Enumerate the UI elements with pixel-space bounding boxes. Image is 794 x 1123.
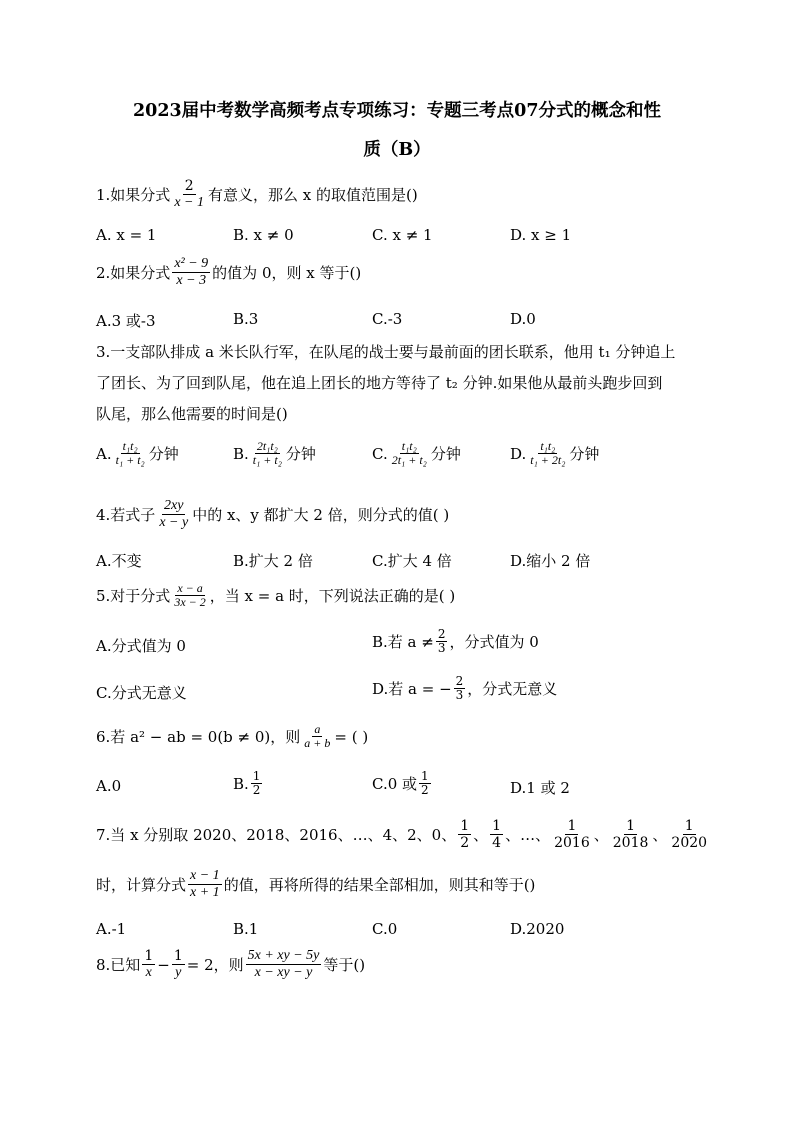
q5-b-suffix: ，分式值为 0 — [449, 633, 539, 651]
q1-option-b[interactable]: B. x ≠ 0 — [233, 226, 294, 244]
q3-a-unit: 分钟 — [148, 445, 179, 463]
q3-option-a[interactable] — [96, 440, 179, 467]
q7-frac-3-den: 2016 — [554, 835, 590, 851]
q8-frac-num: 5x + xy − 5y — [247, 948, 320, 963]
q5-fraction — [172, 582, 207, 609]
question-7-line2 — [96, 868, 535, 901]
q7-frac-5 — [669, 818, 709, 851]
q6-frac-den: a + b — [304, 736, 331, 750]
q4-suffix: 中的 x、y 都扩大 2 倍，则分式的值( ) — [192, 506, 450, 524]
q4-fraction — [157, 498, 190, 531]
q5-b-prefix: B.若 a ≠ — [372, 633, 434, 651]
q8-mid: = 2，则 — [186, 956, 244, 974]
q7-frac-1 — [458, 818, 471, 851]
question-3-line3: 队尾，那么他需要的时间是() — [96, 405, 288, 423]
q3-b-fraction — [251, 440, 284, 467]
q5-option-d[interactable] — [372, 675, 557, 702]
q3-b-den: t₁ + t₂ — [252, 453, 282, 467]
question-7-line1 — [96, 818, 711, 851]
q8-f1-num: 1 — [144, 948, 154, 964]
q5-b-fraction — [436, 628, 448, 655]
q6-c-num: 1 — [421, 769, 429, 783]
q7-frac-num: x − 1 — [190, 868, 220, 883]
q7-option-c[interactable]: C.0 — [372, 920, 398, 938]
question-2 — [96, 256, 361, 289]
question-6 — [96, 723, 368, 750]
question-4 — [96, 498, 449, 531]
q8-f2-num: 1 — [173, 948, 183, 964]
q2-option-b[interactable]: B.3 — [233, 310, 259, 328]
q1-frac-den: x − 1 — [174, 195, 204, 210]
q1-option-c[interactable]: C. x ≠ 1 — [372, 226, 433, 244]
q3-b-label: B. — [233, 444, 249, 463]
q5-d-suffix: ，分式无意义 — [467, 680, 558, 698]
q6-b-label: B. — [233, 774, 249, 793]
q3-c-den: 2t₁ + t₂ — [391, 453, 427, 467]
q3-d-num: t₁t₂ — [540, 439, 556, 453]
q8-frac-den: x − xy − y — [254, 965, 313, 980]
q7-frac-3-num: 1 — [567, 818, 577, 834]
q5-d-prefix: D.若 a = − — [372, 680, 452, 698]
q7-frac-5-den: 2020 — [671, 835, 708, 851]
q3-d-label: D. — [510, 444, 527, 463]
q7-sep: 、…、 — [505, 826, 551, 844]
q8-minus: − — [157, 955, 170, 974]
q4-option-d[interactable]: D.缩小 2 倍 — [510, 552, 591, 570]
q7-sep: 、 — [473, 826, 489, 844]
q3-option-d[interactable] — [510, 440, 599, 467]
question-5 — [96, 582, 455, 609]
q3-c-label: C. — [372, 444, 388, 463]
q7-frac-4-num: 1 — [626, 818, 636, 834]
q3-c-unit: 分钟 — [430, 445, 461, 463]
q5-frac-den: 3x − 2 — [174, 595, 206, 609]
q4-option-c[interactable]: C.扩大 4 倍 — [372, 552, 452, 570]
q7-frac-2-den: 4 — [492, 835, 502, 851]
q7-frac-4 — [611, 818, 651, 851]
q3-a-label: A. — [96, 444, 112, 463]
q7-frac-den: x + 1 — [190, 885, 220, 900]
q3-b-num: 2t₁t₂ — [256, 439, 278, 453]
q6-option-c[interactable] — [372, 770, 433, 797]
q3-c-num: t₁t₂ — [401, 439, 417, 453]
document-title-line2: 质（B） — [363, 140, 431, 160]
q1-option-a[interactable]: A. x = 1 — [96, 226, 157, 244]
q3-a-fraction — [114, 440, 147, 467]
q7-frac-4-den: 2018 — [612, 835, 649, 851]
q7-frac-2 — [490, 818, 503, 851]
document-title-line1: 2023届中考数学高频考点专项练习：专题三考点07分式的概念和性 — [132, 101, 662, 121]
q7-option-d[interactable]: D.2020 — [510, 920, 565, 938]
q7-sep: 、 — [652, 826, 668, 844]
q3-d-den: t₁ + 2t₂ — [530, 453, 566, 467]
q6-b-fraction — [251, 770, 263, 797]
q3-d-unit: 分钟 — [569, 445, 600, 463]
q2-frac-num: x² − 9 — [174, 256, 209, 271]
q7-option-b[interactable]: B.1 — [233, 920, 259, 938]
q8-prefix: 8.已知 — [96, 956, 141, 974]
q2-option-a[interactable]: A.3 或-3 — [96, 312, 156, 330]
q7-frac-2-num: 1 — [492, 818, 502, 834]
q1-suffix: 有意义，那么 x 的取值范围是() — [207, 186, 418, 204]
question-8 — [96, 948, 365, 981]
q4-prefix: 4.若式子 — [96, 506, 156, 524]
q8-f1-den: x — [145, 965, 152, 980]
q5-option-a[interactable]: A.分式值为 0 — [96, 637, 186, 655]
q6-c-fraction — [419, 770, 431, 797]
q5-option-c[interactable]: C.分式无意义 — [96, 684, 187, 702]
q2-suffix: 的值为 0，则 x 等于() — [212, 264, 362, 282]
q7-line2-suffix: 的值，再将所得的结果全部相加，则其和等于() — [223, 876, 536, 894]
q2-option-c[interactable]: C.-3 — [372, 310, 403, 328]
q6-option-d[interactable]: D.1 或 2 — [510, 779, 570, 797]
q7-line2-prefix: 时，计算分式 — [96, 876, 187, 894]
q5-b-num: 2 — [437, 627, 446, 641]
q8-fraction — [246, 948, 322, 981]
q8-frac-2 — [172, 948, 185, 981]
q2-prefix: 2.如果分式 — [96, 264, 171, 282]
q7-frac-1-den: 2 — [460, 835, 470, 851]
q4-frac-num: 2xy — [164, 498, 184, 513]
question-3-line2: 了团长、为了回到队尾，他在追上团长的地方等待了 t₂ 分钟.如果他从最前头跑步回到 — [96, 374, 663, 392]
q1-prefix: 1.如果分式 — [96, 186, 171, 204]
q5-b-den: 3 — [437, 641, 446, 655]
q3-d-fraction — [528, 440, 567, 467]
q1-option-d[interactable]: D. x ≥ 1 — [510, 226, 572, 244]
q6-frac-num: a — [314, 722, 321, 736]
q5-frac-num: x − a — [177, 581, 203, 595]
q5-d-fraction — [454, 675, 466, 702]
q2-fraction — [172, 256, 210, 289]
q6-b-den: 2 — [252, 783, 261, 797]
q1-fraction — [172, 178, 206, 211]
q7-frac-5-num: 1 — [684, 818, 694, 834]
q3-b-unit: 分钟 — [285, 445, 316, 463]
q5-suffix: ，当 x = a 时，下列说法正确的是( ) — [209, 587, 456, 605]
q4-option-a[interactable]: A.不变 — [96, 552, 142, 570]
q6-option-a[interactable]: A.0 — [96, 777, 122, 795]
q6-prefix: 6.若 a² − ab = 0(b ≠ 0)，则 — [96, 728, 301, 746]
q7-fraction — [188, 868, 222, 901]
q2-option-d[interactable]: D.0 — [510, 310, 536, 328]
question-3-line1: 3.一支部队排成 a 米长队行军，在队尾的战士要与最前面的团长联系，他用 t₁ 分钟追上 — [96, 343, 676, 361]
q5-option-b[interactable] — [372, 628, 539, 655]
q5-d-den: 3 — [455, 688, 464, 702]
q4-option-b[interactable]: B.扩大 2 倍 — [233, 552, 313, 570]
q7-frac-3 — [552, 818, 592, 851]
q6-fraction — [302, 723, 332, 750]
q5-d-num: 2 — [455, 674, 464, 688]
q3-a-den: t₁ + t₂ — [115, 453, 145, 467]
q3-option-b[interactable] — [233, 440, 316, 467]
q5-prefix: 5.对于分式 — [96, 587, 171, 605]
q6-b-num: 1 — [252, 769, 261, 783]
q8-frac-1 — [142, 948, 155, 981]
q7-sep: 、 — [593, 826, 609, 844]
q7-option-a[interactable]: A.-1 — [96, 920, 127, 938]
question-1 — [96, 178, 418, 211]
q7-prefix: 7.当 x 分别取 2020、2018、2016、…、4、2、0、 — [96, 826, 457, 844]
q8-f2-den: y — [175, 965, 182, 980]
q7-frac-1-num: 1 — [460, 818, 470, 834]
q6-suffix: = ( ) — [334, 727, 369, 746]
q2-frac-den: x − 3 — [176, 273, 207, 288]
q3-c-fraction — [390, 440, 429, 467]
q3-option-c[interactable] — [372, 440, 461, 467]
q1-frac-num: 2 — [184, 178, 194, 194]
q6-c-label: C.0 或 — [372, 775, 418, 793]
q3-a-num: t₁t₂ — [122, 439, 138, 453]
q4-frac-den: x − y — [159, 515, 189, 530]
q8-suffix: 等于() — [323, 956, 366, 974]
q6-option-b[interactable] — [233, 770, 264, 797]
q6-c-den: 2 — [421, 783, 429, 797]
